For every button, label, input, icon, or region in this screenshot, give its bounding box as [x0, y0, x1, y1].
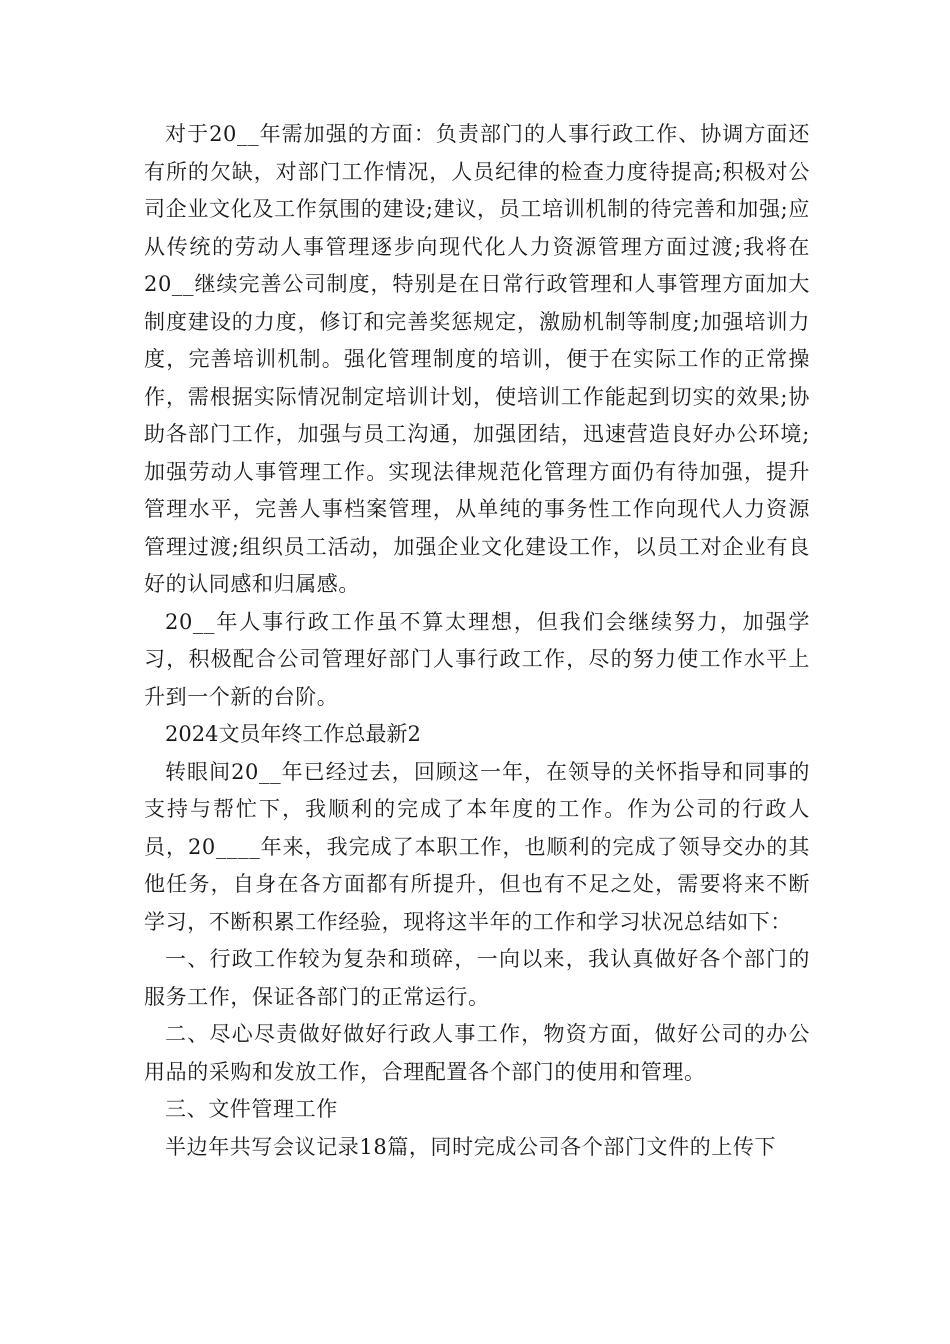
paragraph-improvement-areas: 对于20__年需加强的方面：负责部门的人事行政工作、协调方面还有所的欠缺，对部门工作情况，人员纪律的检查力度待提高;积极对公司企业文化及工作氛围的建设;建议，员工培训机制的待完善和加强;应从传统的劳动人事管理逐步向现代化人力资源管理方面过渡;我将在20__继续完善公司制度，特别是在日常行政管理和人事管理方面加大制度建设的力度，修订和完善奖惩规定，激励机制等制度;加强培训力度，完善培训机制。强化管理制度的培训，便于在实际工作的正常操作，需根据实际情况制定培训计划，使培训工作能起到切实的效果;协助各部门工作，加强与员工沟通，加强团结，迅速营造良好办公环境;加强劳动人事管理工作。实现法律规范化管理方面仍有待加强，提升管理水平，完善人事档案管理，从单纯的事务性工作向现代人力资源管理过渡;组织员工活动，加强企业文化建设工作，以员工对企业有良好的认同感和归属感。 [144, 122, 810, 596]
paragraph-meeting-records: 半边年共写会议记录18篇，同时完成公司各个部门文件的上传下 [165, 1134, 777, 1159]
paragraph-item-one: 一、行政工作较为复杂和琐碎，一向以来，我认真做好各个部门的服务工作，保证各部门的正常运行。 [144, 947, 810, 1009]
paragraph-item-three-title: 三、文件管理工作 [165, 1097, 338, 1121]
paragraph-item-two: 二、尽心尽责做好做好行政人事工作，物资方面，做好公司的办公用品的采购和发放工作，合理配置各个部门的使用和管理。 [144, 1022, 810, 1084]
document-body [144, 116, 810, 1166]
section-heading: 2024文员年终工作总最新2 [165, 722, 421, 746]
paragraph-summary-outlook: 20__年人事行政工作虽不算太理想，但我们会继续努力，加强学习，积极配合公司管理好部门人事行政工作，尽的努力使工作水平上升到一个新的台阶。 [144, 609, 810, 709]
paragraph-year-review: 转眼间20__年已经过去，回顾这一年，在领导的关怀指导和同事的支持与帮忙下，我顺利的完成了本年度的工作。作为公司的行政人员，20____年来，我完成了本职工作，也顺利的完成了领导交办的其他任务，自身在各方面都有所提升，但也有不足之处，需要将来不断学习，不断积累工作经验，现将这半年的工作和学习状况总结如下： [144, 759, 810, 934]
